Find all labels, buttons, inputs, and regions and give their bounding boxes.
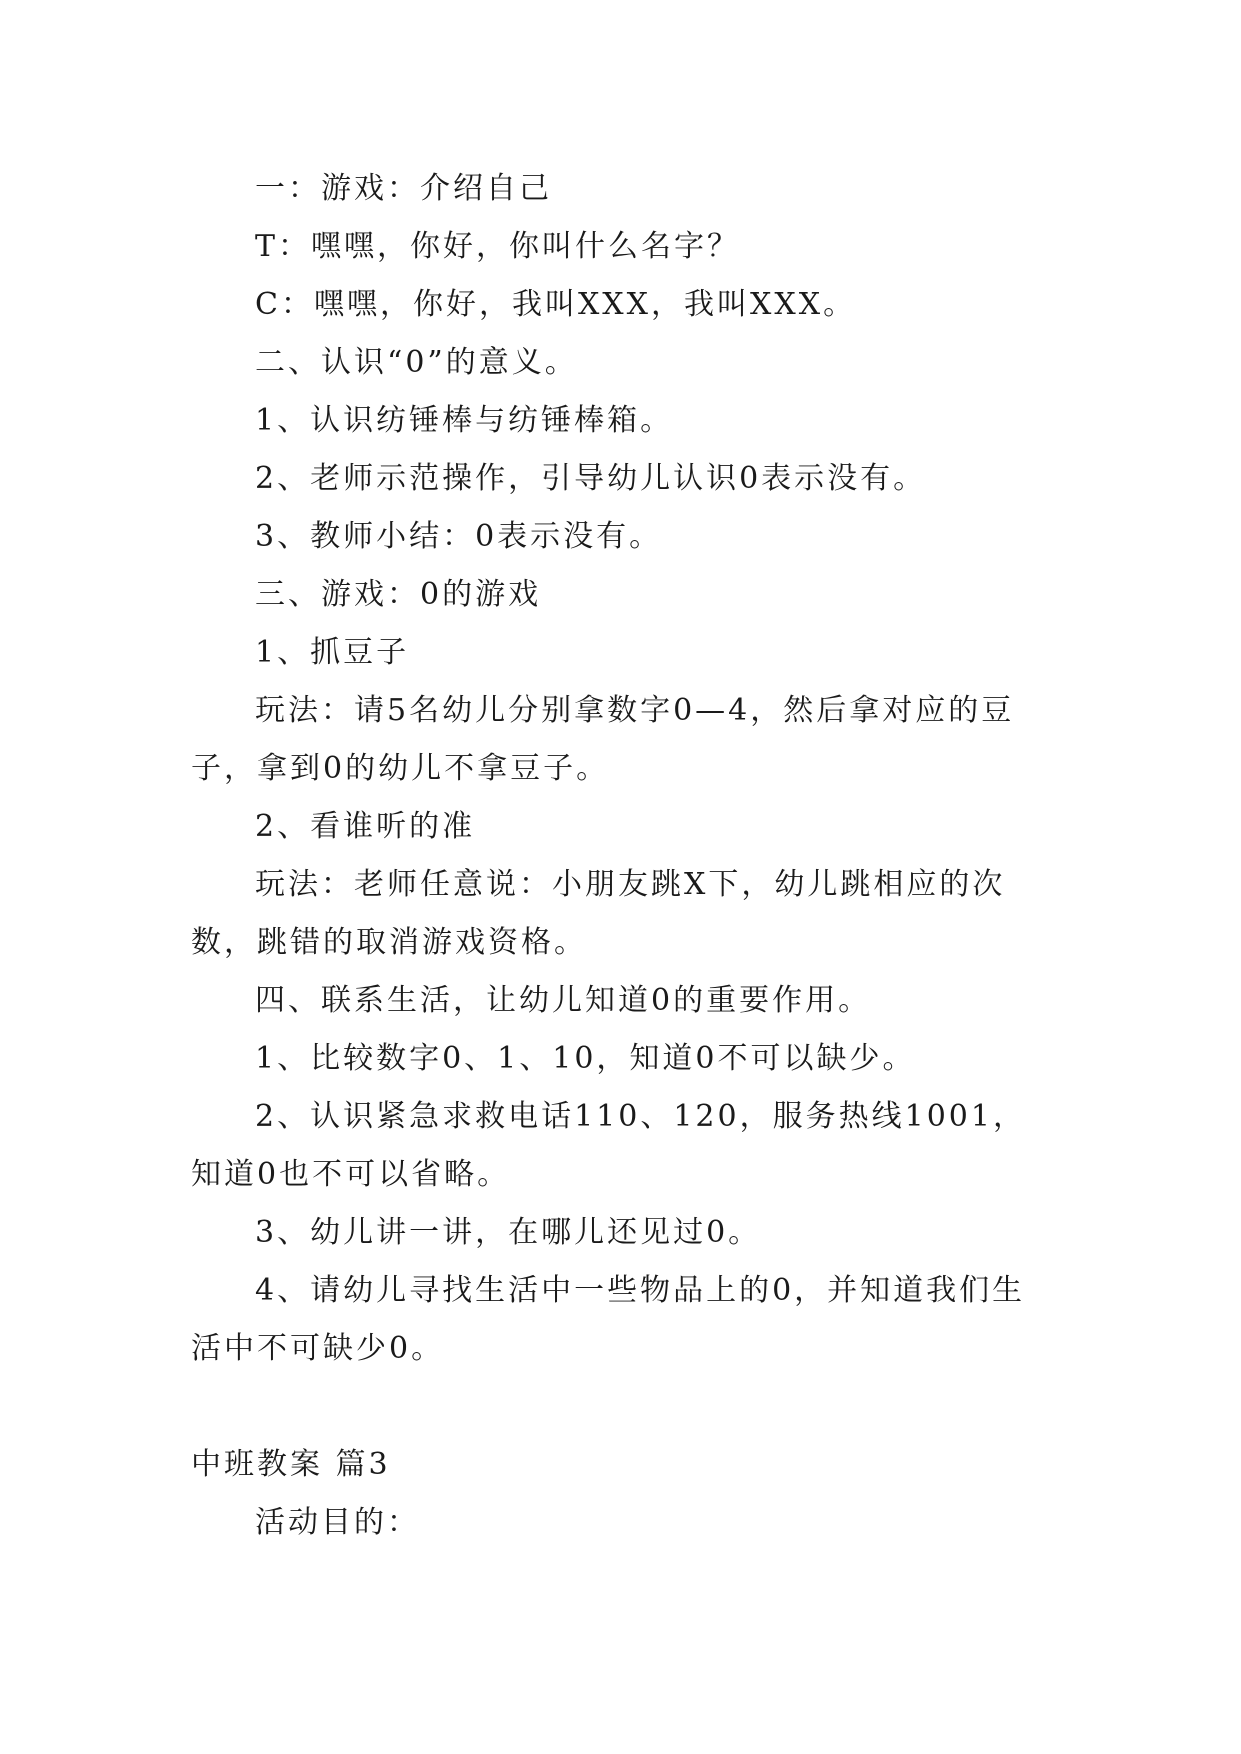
paragraph-teacher-dialogue: T：嘿嘿，你好，你叫什么名字？ bbox=[255, 229, 741, 264]
paragraph-item: 1、抓豆子 bbox=[255, 635, 410, 670]
paragraph-game-intro-heading: 一：游戏：介绍自己 bbox=[255, 171, 552, 206]
paragraph-zero-meaning-heading: 二、认识“0”的意义。 bbox=[255, 345, 578, 380]
paragraph-item: 2、老师示范操作，引导幼儿认识0表示没有。 bbox=[255, 461, 927, 496]
paragraph-item: 2、看谁听的准 bbox=[255, 809, 476, 844]
paragraph-rule: 玩法：请5名幼儿分别拿数字0—4，然后拿对应的豆子，拿到0的幼儿不拿豆子。 bbox=[191, 693, 1015, 786]
paragraph-item: 4、请幼儿寻找生活中一些物品上的0，并知道我们生活中不可缺少0。 bbox=[191, 1273, 1026, 1366]
paragraph-child-dialogue: C：嘿嘿，你好，我叫XXX，我叫XXX。 bbox=[255, 287, 857, 322]
paragraph-item: 3、教师小结：0表示没有。 bbox=[255, 519, 663, 554]
paragraph-rule: 玩法：老师任意说：小朋友跳X下，幼儿跳相应的次数，跳错的取消游戏资格。 bbox=[191, 867, 1006, 960]
paragraph-item: 3、幼儿讲一讲，在哪儿还见过0。 bbox=[255, 1215, 762, 1250]
document-body bbox=[191, 160, 1051, 1552]
paragraph-item: 1、认识纺锤棒与纺锤棒箱。 bbox=[255, 403, 674, 438]
paragraph-life-heading: 四、联系生活，让幼儿知道0的重要作用。 bbox=[255, 983, 872, 1018]
paragraph-item: 1、比较数字0、1、10，知道0不可以缺少。 bbox=[255, 1041, 916, 1076]
paragraph-item: 2、认识紧急求救电话110、120，服务热线1001，知道0也不可以省略。 bbox=[191, 1099, 1026, 1192]
paragraph-activity-goal-label: 活动目的： bbox=[255, 1505, 420, 1540]
section-spacer bbox=[191, 1378, 1051, 1436]
section-title: 中班教案 篇3 bbox=[191, 1447, 391, 1482]
paragraph-zero-game-heading: 三、游戏：0的游戏 bbox=[255, 577, 542, 612]
